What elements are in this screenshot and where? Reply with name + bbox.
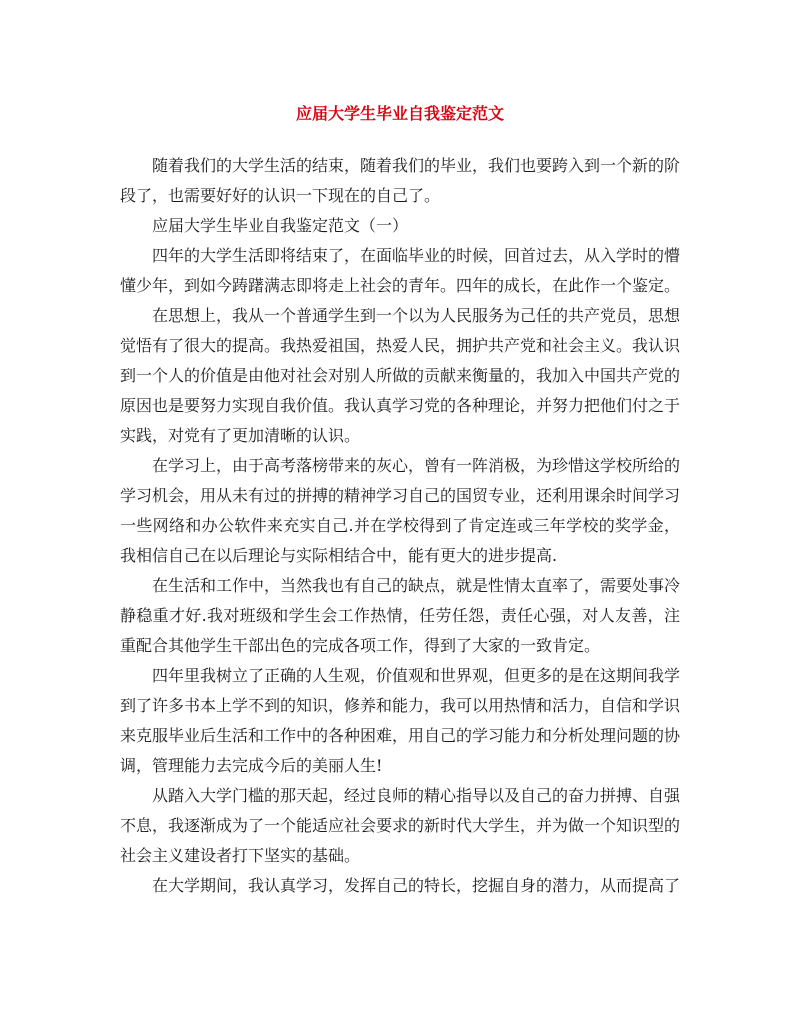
- document-page: [120, 0, 680, 1035]
- document-title: 应届大学生毕业自我鉴定范文: [295, 104, 504, 123]
- paragraph: 四年里我树立了正确的人生观，价值观和世界观，但更多的是在这期间我学到了许多书本上学不到的知识，修养和能力，我可以用热情和活力，自信和学识来克服毕业后生活和工作中的各种困难，用自己的学习能力和分析处理问题的协调，管理能力去完成今后的美丽人生!: [120, 666, 681, 775]
- paragraph: 从踏入大学门槛的那天起，经过良师的精心指导以及自己的奋力拼搏、自强不息，我逐渐成为了一个能适应社会要求的新时代大学生，并为做一个知识型的社会主义建设者打下坚实的基础。: [120, 786, 681, 865]
- paragraph: 在生活和工作中，当然我也有自己的缺点，就是性情太直率了，需要处事冷静稳重才好.我对班级和学生会工作热情，任劳任怨，责任心强，对人友善，注重配合其他学生干部出色的完成各项工作，得到了大家的一致肯定。: [120, 576, 681, 655]
- paragraph: 在学习上，由于高考落榜带来的灰心，曾有一阵消极，为珍惜这学校所给的学习机会，用从未有过的拼搏的精神学习自己的国贸专业，还利用课余时间学习一些网络和办公软件来充实自己.并在学校得到了肯定连或三年学校的奖学金，我相信自己在以后理论与实际相结合中，能有更大的进步提高.: [120, 456, 681, 565]
- paragraph: 四年的大学生活即将结束了，在面临毕业的时候，回首过去，从入学时的懵懂少年，到如今踌躇满志即将走上社会的青年。四年的成长，在此作一个鉴定。: [120, 246, 681, 295]
- document-body: [120, 151, 680, 901]
- section-heading: 应届大学生毕业自我鉴定范文（一）: [152, 216, 409, 235]
- paragraph: 在大学期间，我认真学习，发挥自己的特长，挖掘自身的潜力，从而提高了: [152, 876, 681, 895]
- intro-paragraph: 随着我们的大学生活的结束，随着我们的毕业，我们也要跨入到一个新的阶段了，也需要好好的认识一下现在的自己了。: [120, 156, 681, 205]
- paragraph: 在思想上，我从一个普通学生到一个以为人民服务为己任的共产党员，思想觉悟有了很大的提高。我热爱祖国，热爱人民，拥护共产党和社会主义。我认识到一个人的价值是由他对社会对别人所做的贡献来衡量的，我加入中国共产党的原因也是要努力实现自我价值。我认真学习党的各种理论，并努力把他们付之于实践，对党有了更加清晰的认识。: [120, 306, 681, 445]
